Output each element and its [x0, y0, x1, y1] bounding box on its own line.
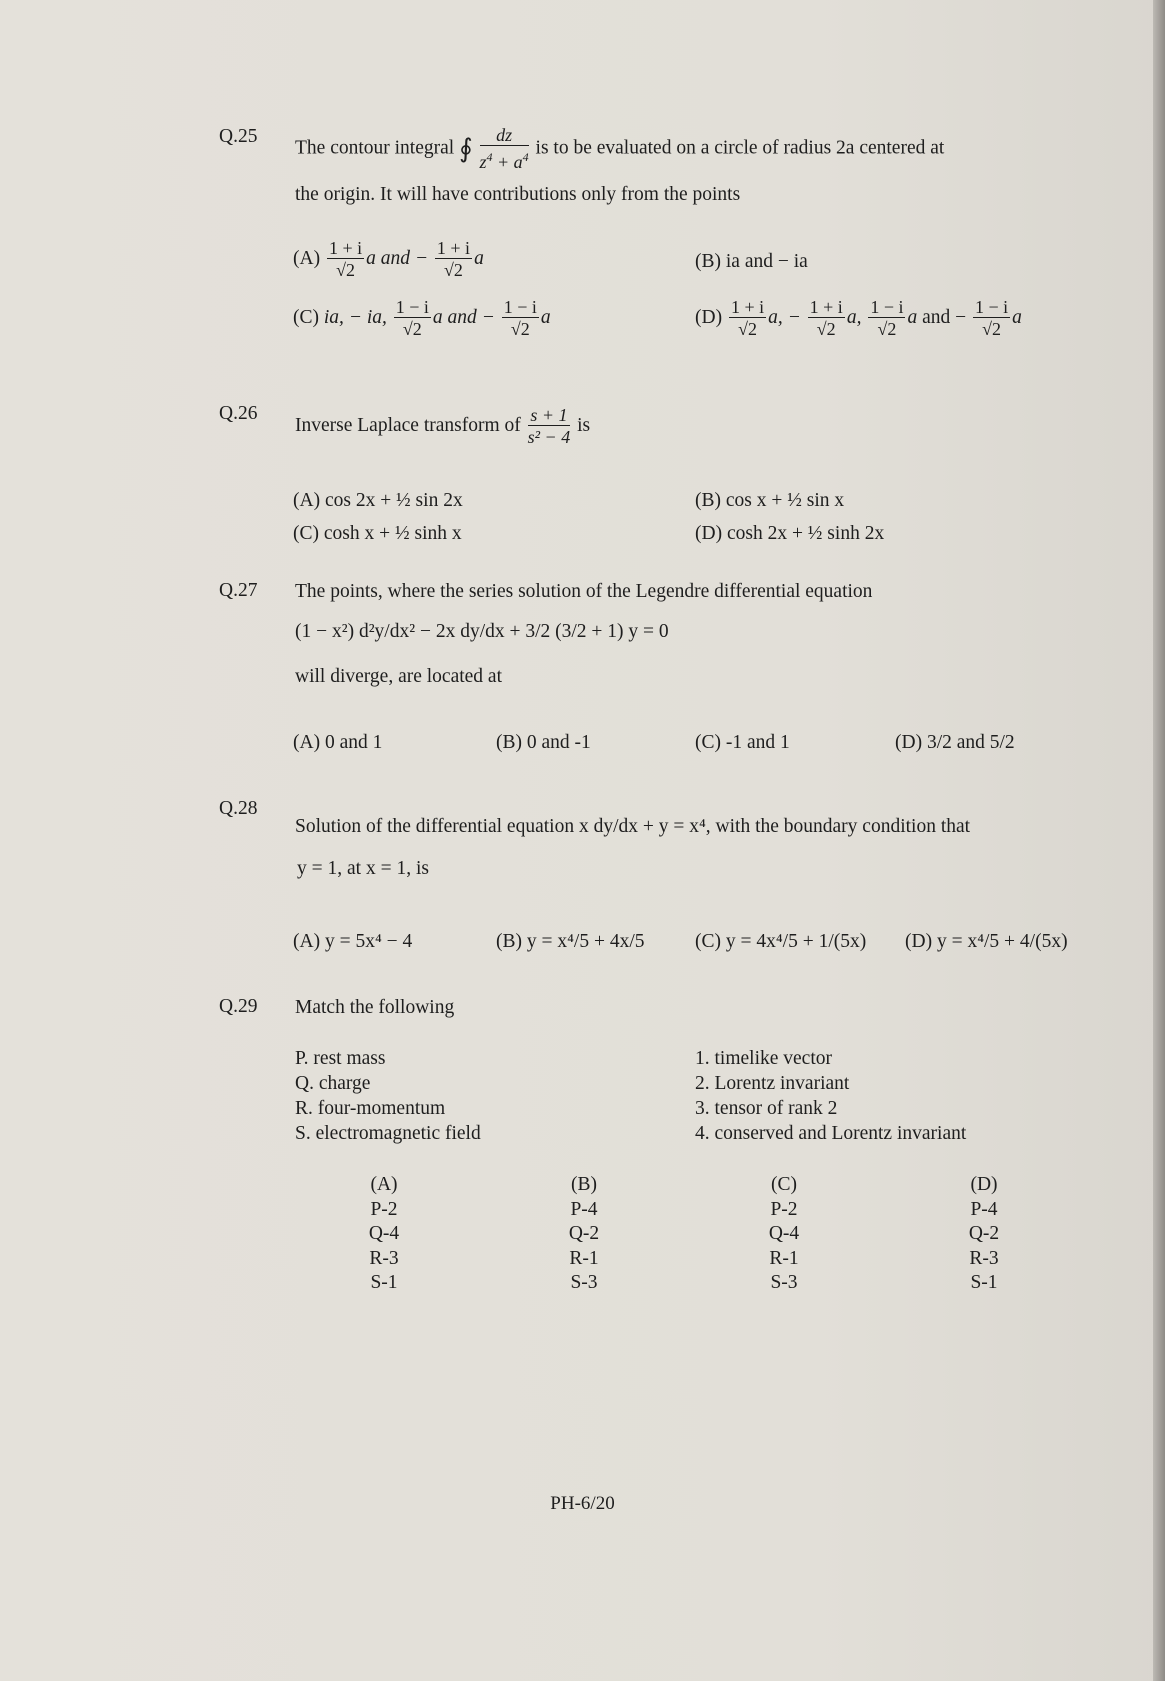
q28-option-c: (C) y = 4x⁴/5 + 1/(5x) [695, 931, 867, 952]
q28-option-d: (D) y = x⁴/5 + 4/(5x) [905, 931, 1068, 952]
q29-left-item: Q. charge [295, 1073, 371, 1094]
q27-stem-line3: will diverge, are located at [295, 666, 503, 687]
q29-option-b: (B) P-4 Q-2 R-1 S-3 [568, 1174, 600, 1293]
q27-equation: (1 − x²) d²y/dx² − 2x dy/dx + 3/2 (3/2 + 1) y = 0 [295, 621, 669, 642]
q29-stem: Match the following [295, 997, 455, 1018]
q25-option-d: (D) $\frac{1 + i}{√2}$ a, − $\frac{1 + i}{√2}$ a, $\frac{1 - i}{√2}$ a and − $\frac{1 - i}{√2}$ a [695, 297, 1022, 339]
q26-option-a: (A) cos 2x + ½ sin 2x [293, 490, 463, 511]
q25-stem-line2: the origin. It will have contributions only from the points [295, 184, 741, 205]
q27-number: Q.27 [219, 580, 258, 601]
q25-option-b: (B) ia and − ia [695, 251, 808, 272]
page-edge [1153, 0, 1165, 1681]
q25-integrand: $\frac{dz}{z^4 + a^4}$ [479, 125, 529, 172]
q26-fraction: $\frac{s + 1}{\text{s² − 4}}$ [527, 405, 571, 447]
q29-number: Q.29 [219, 996, 258, 1017]
q28-number: Q.28 [219, 798, 258, 819]
q27-stem: The points, where the series solution of the Legendre differential equation [295, 581, 873, 602]
q28-option-b: (B) y = x⁴/5 + 4x/5 [496, 931, 645, 952]
q26-option-b: (B) cos x + ½ sin x [695, 490, 845, 511]
q25-option-a: (A) $\frac{1 + i}{√2}$ a and − $\frac{1 + i}{√2}$ a [293, 238, 484, 280]
contour-integral-sign: ∮ [459, 134, 473, 163]
q28-option-a: (A) y = 5x⁴ − 4 [293, 931, 413, 952]
q26-number: Q.26 [219, 403, 258, 424]
q28-stem-line2: y = 1, at x = 1, is [297, 858, 429, 879]
q27-option-a: (A) 0 and 1 [293, 732, 383, 753]
q28-stem: Solution of the differential equation x dy/dx + y = x⁴, with the boundary condition that [295, 816, 971, 837]
q29-left-item: P. rest mass [295, 1048, 386, 1069]
q26-stem: Inverse Laplace transform of $\frac{s + 1}{\text{s² − 4}}$ is [295, 405, 591, 447]
q27-option-b: (B) 0 and -1 [496, 732, 591, 753]
q29-right-item: 4. conserved and Lorentz invariant [695, 1123, 967, 1144]
q29-right-item: 1. timelike vector [695, 1048, 832, 1069]
q25-stem: The contour integral ∮ $\frac{dz}{z^4 + a^4}$ is to be evaluated on a circle of radius 2a centered at [295, 125, 945, 172]
q29-option-d: (D) P-4 Q-2 R-3 S-1 [968, 1174, 1000, 1293]
q27-option-d: (D) 3/2 and 5/2 [895, 732, 1015, 753]
q29-right-item: 2. Lorentz invariant [695, 1073, 850, 1094]
q26-option-d: (D) cosh 2x + ½ sinh 2x [695, 523, 885, 544]
q26-option-c: (C) cosh x + ½ sinh x [293, 523, 462, 544]
page-footer: PH-6/20 [550, 1493, 615, 1514]
q25-number: Q.25 [219, 126, 258, 147]
q29-left-list [295, 1046, 481, 1146]
q29-right-item: 3. tensor of rank 2 [695, 1098, 838, 1119]
q29-left-item: R. four-momentum [295, 1098, 446, 1119]
q27-option-c: (C) -1 and 1 [695, 732, 790, 753]
q29-option-c: (C) P-2 Q-4 R-1 S-3 [768, 1174, 800, 1293]
q29-option-a: (A) P-2 Q-4 R-3 S-1 [368, 1174, 400, 1293]
q29-right-list [695, 1046, 966, 1146]
q29-left-item: S. electromagnetic field [295, 1123, 481, 1144]
q25-option-c: (C) ia, − ia, $\frac{1 - i}{√2}$ a and − $\frac{1 - i}{√2}$ a [293, 297, 551, 339]
